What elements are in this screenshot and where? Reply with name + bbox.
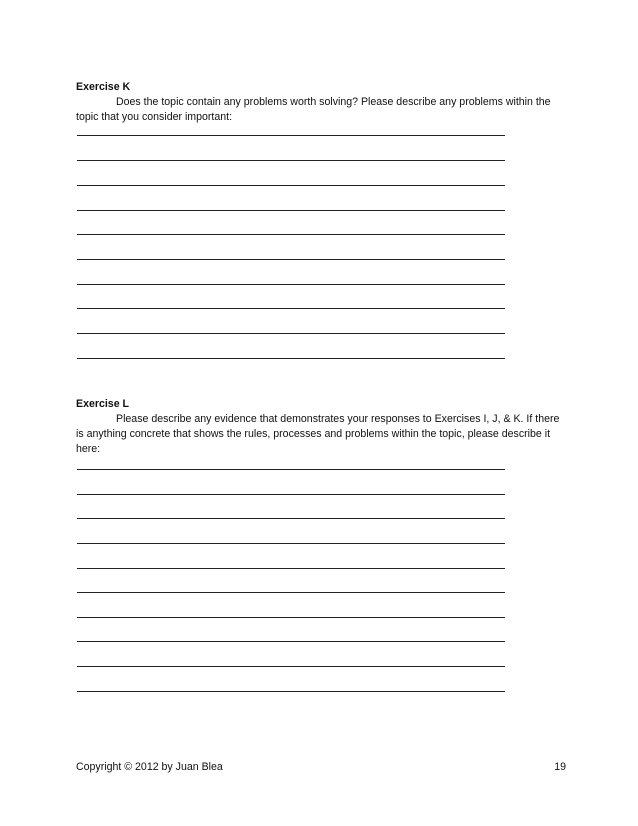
exercise-l-title: Exercise L [76, 398, 130, 410]
page-number: 19 [554, 761, 566, 773]
exercise-l-prompt: Please describe any evidence that demonstrates your responses to Exercises I, J, & K. If there is anything concrete that shows the rules, processes and problems within the topic, please describe it here: [76, 413, 560, 455]
answer-line[interactable] [77, 259, 505, 260]
answer-line[interactable] [77, 284, 505, 285]
answer-line[interactable] [77, 518, 505, 519]
answer-line[interactable] [77, 160, 505, 161]
exercise-k-title: Exercise K [76, 81, 131, 93]
exercise-k-prompt: Does the topic contain any problems worth solving? Please describe any problems within the topic that you consider important: [76, 96, 551, 123]
answer-line[interactable] [77, 691, 505, 692]
copyright-notice: Copyright © 2012 by Juan Blea [76, 761, 223, 773]
answer-line[interactable] [77, 308, 505, 309]
answer-line[interactable] [77, 469, 505, 470]
answer-line[interactable] [77, 666, 505, 667]
answer-line[interactable] [77, 543, 505, 544]
answer-line[interactable] [77, 185, 505, 186]
answer-line[interactable] [77, 592, 505, 593]
answer-line[interactable] [77, 333, 505, 334]
exercise-l-section [76, 397, 566, 457]
answer-line[interactable] [77, 234, 505, 235]
answer-line[interactable] [77, 568, 505, 569]
answer-line[interactable] [77, 210, 505, 211]
answer-line[interactable] [77, 641, 505, 642]
answer-line[interactable] [77, 617, 505, 618]
answer-line[interactable] [77, 494, 505, 495]
answer-line[interactable] [77, 358, 505, 359]
answer-line[interactable] [77, 135, 505, 136]
exercise-k-section [76, 80, 566, 125]
